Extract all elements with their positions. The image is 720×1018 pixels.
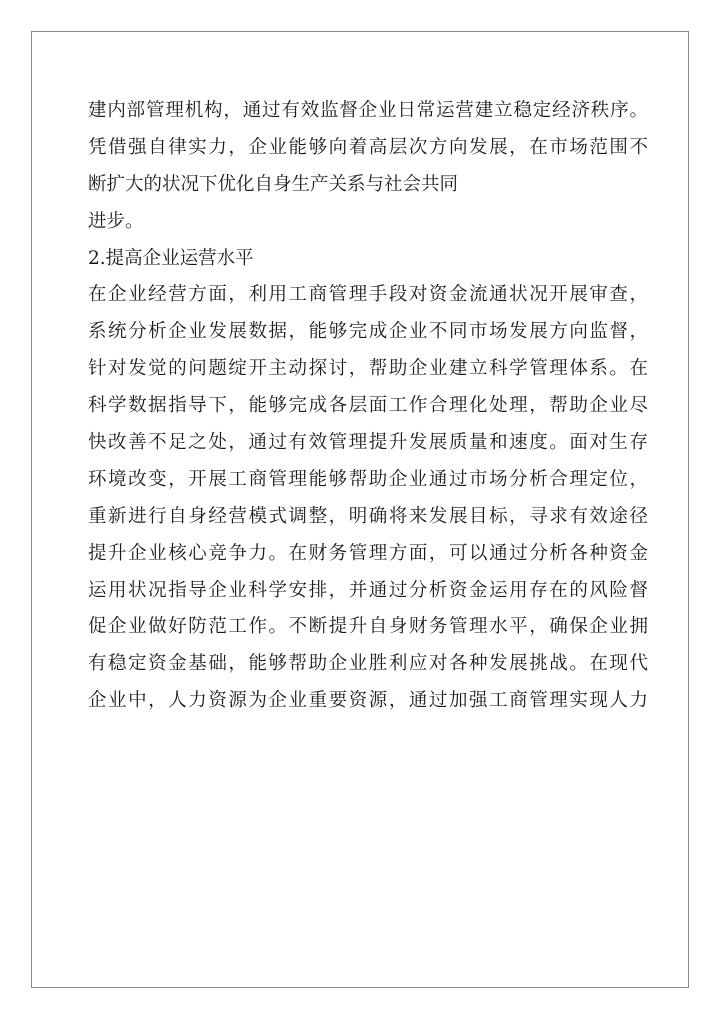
text-line: 凭借强自律实力，企业能够向着高层次方向发展，在市场范围不 xyxy=(88,136,648,158)
text-line: 在企业经营方面，利用工商管理手段对资金流通状况开展审查， xyxy=(88,284,648,306)
text-line: 断扩大的状况下优化自身生产关系与社会共同 xyxy=(88,173,459,195)
text-line: 运用状况指导企业科学安排，并通过分析资金运用存在的风险督 xyxy=(88,579,648,601)
text-line: 环境改变，开展工商管理能够帮助企业通过市场分析合理定位， xyxy=(88,468,648,490)
text-line: 科学数据指导下，能够完成各层面工作合理化处理，帮助企业尽 xyxy=(88,395,648,417)
text-line: 建内部管理机构，通过有效监督企业日常运营建立稳定经济秩序。 xyxy=(88,100,648,121)
text-line: 提升企业核心竞争力。在财务管理方面，可以通过分析各种资金 xyxy=(88,542,648,564)
document-body xyxy=(88,93,648,720)
text-line: 快改善不足之处，通过有效管理提升发展质量和速度。面对生存 xyxy=(88,432,648,454)
section-heading: 2.提高企业运营水平 xyxy=(88,247,254,269)
text-line: 企业中，人力资源为企业重要资源，通过加强工商管理实现人力 xyxy=(88,690,648,712)
text-line: 重新进行自身经营模式调整，明确将来发展目标，寻求有效途径 xyxy=(88,505,648,527)
text-line: 有稳定资金基础，能够帮助企业胜利应对各种发展挑战。在现代 xyxy=(88,653,648,675)
text-line: 针对发觉的问题绽开主动探讨，帮助企业建立科学管理体系。在 xyxy=(88,358,648,380)
text-line: 系统分析企业发展数据，能够完成企业不同市场发展方向监督， xyxy=(88,321,648,343)
text-line: 进步。 xyxy=(88,210,144,232)
text-line: 促企业做好防范工作。不断提升自身财务管理水平，确保企业拥 xyxy=(88,616,648,638)
